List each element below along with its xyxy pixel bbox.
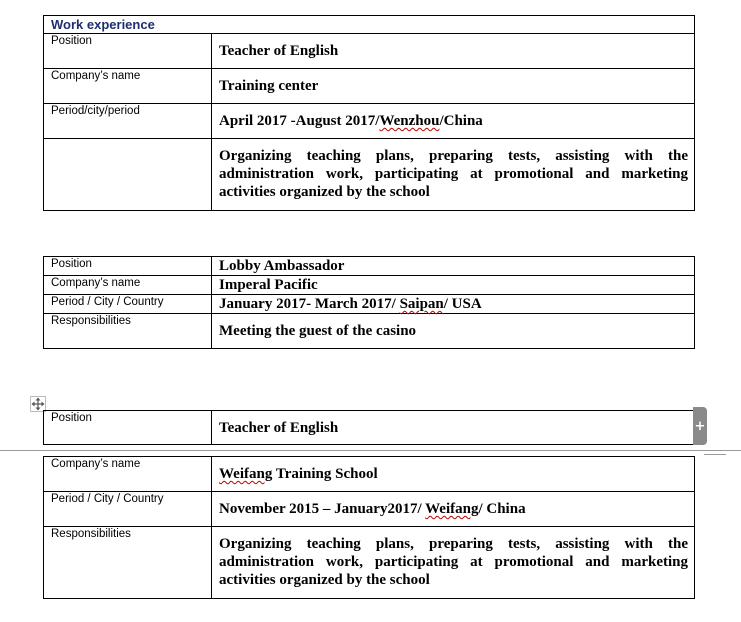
work-experience-table-3-top — [43, 410, 695, 445]
period-text: January 2017- March 2017/ — [219, 296, 400, 312]
spell-error-word[interactable]: Weifang — [219, 466, 273, 482]
position-value[interactable]: Teacher of English — [212, 411, 695, 445]
period-text: / USA — [443, 296, 482, 312]
company-name-value[interactable]: Imperal Pacific — [212, 276, 695, 295]
table-row — [44, 139, 695, 211]
period-label[interactable]: Period / City / Country — [44, 492, 212, 527]
responsibilities-value[interactable]: Organizing teaching plans, preparing tests, assisting with the administration work, participating at promotional and marketing activities organized by the school — [212, 527, 695, 599]
spell-error-word[interactable]: Saipan — [399, 296, 444, 312]
table-row — [44, 411, 695, 445]
position-label[interactable]: Position — [44, 257, 212, 276]
table-row — [44, 295, 695, 314]
table-row — [44, 69, 695, 104]
work-experience-table-3 — [43, 456, 695, 599]
work-experience-table-2 — [43, 256, 695, 349]
insertion-guide-line — [0, 450, 741, 451]
table-row — [44, 104, 695, 139]
table-row — [44, 276, 695, 295]
table-header-row — [44, 16, 695, 34]
table-row — [44, 492, 695, 527]
period-text: April 2017 -August 2017/ — [219, 113, 380, 129]
spell-error-word[interactable]: Weifang — [425, 501, 479, 517]
responsibilities-value[interactable]: Meeting the guest of the casino — [212, 314, 695, 349]
work-experience-table-1 — [43, 15, 695, 211]
table-row — [44, 34, 695, 69]
spell-error-word[interactable]: Wenzhou — [379, 113, 440, 129]
insertion-guide-tick — [704, 454, 726, 455]
table-row — [44, 314, 695, 349]
position-value[interactable]: Teacher of English — [212, 34, 695, 69]
table-row — [44, 527, 695, 599]
table-row — [44, 457, 695, 492]
company-name-label[interactable]: Company’s name — [44, 69, 212, 104]
period-text: / China — [478, 501, 526, 517]
period-value[interactable] — [212, 104, 695, 139]
responsibilities-label[interactable]: Responsibilities — [44, 314, 212, 349]
company-name-value[interactable] — [212, 457, 695, 492]
responsibilities-label[interactable]: Responsibilities — [44, 527, 212, 599]
period-label[interactable]: Period / City / Country — [44, 295, 212, 314]
add-row-button[interactable] — [693, 407, 707, 445]
period-value[interactable] — [212, 492, 695, 527]
responsibilities-value[interactable]: Organizing teaching plans, preparing tests, assisting with the administration work, participating at promotional and marketing activities organized by the school — [212, 139, 695, 211]
position-label[interactable]: Position — [44, 411, 212, 445]
plus-icon: + — [694, 418, 706, 434]
position-value[interactable]: Lobby Ambassador — [212, 257, 695, 276]
section-heading[interactable]: Work experience — [44, 16, 695, 34]
period-value[interactable] — [212, 295, 695, 314]
company-name-text: Training School — [272, 466, 378, 482]
table-row — [44, 257, 695, 276]
period-label[interactable]: Period/city/period — [44, 104, 212, 139]
empty-label[interactable] — [44, 139, 212, 211]
period-text: /China — [439, 113, 483, 129]
company-name-label[interactable]: Company’s name — [44, 457, 212, 492]
company-name-label[interactable]: Company’s name — [44, 276, 212, 295]
period-text: November 2015 – January2017/ — [219, 501, 426, 517]
company-name-value[interactable]: Training center — [212, 69, 695, 104]
position-label[interactable]: Position — [44, 34, 212, 69]
